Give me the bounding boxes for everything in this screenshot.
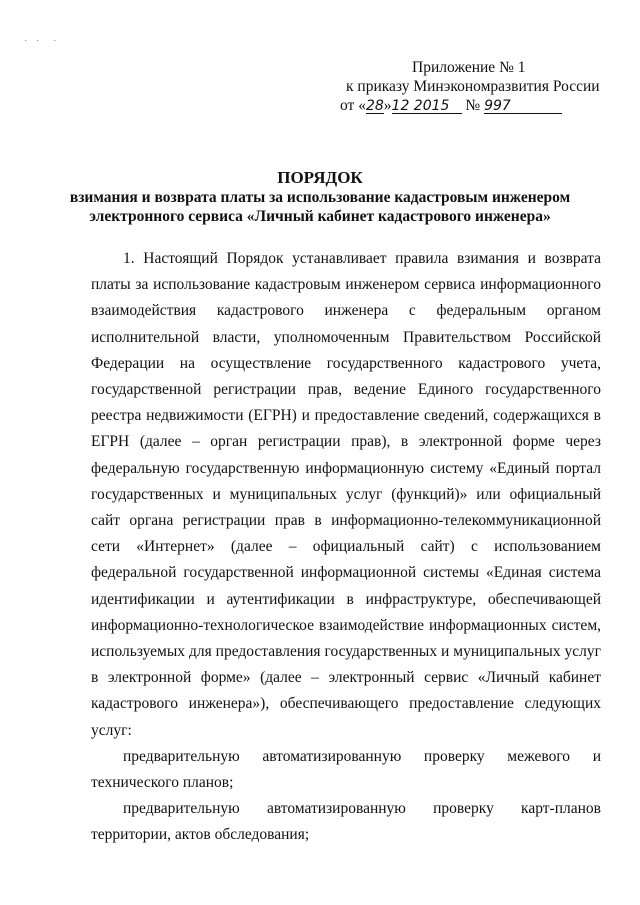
number-label: № — [465, 97, 481, 114]
order-reference: к приказу Минэкономразвития России — [346, 78, 600, 95]
appendix-header — [340, 58, 610, 115]
date-month-year: 12 2015 — [392, 99, 462, 114]
document-title: ПОРЯДОК — [277, 168, 363, 187]
paragraph-1: 1. Настоящий Порядок устанавливает правила взимания и возврата платы за использование кадастровым инженером сервиса информационного взаимодействия кадастрового инженера с федеральным органом исполнительной власти, уполномоченным Правительством Российской Федерации на осуществление государственного кадастрового учета, государственной регистрации прав, ведение Единого государственного реестра недвижимости (ЕГРН) и предоставление сведений, содержащихся в ЕГРН (далее – орган регистрации прав), в электронной форме через федеральную государственную информационную систему «Единый портал государственных и муниципальных услуг (функций)» или официальный сайт органа регистрации прав в информационно-телекоммуникационной сети «Интернет» (далее – официальный сайт) с использованием федеральной государственной информационной системы «Единая система идентификации и аутентификации в инфраструктуре, обеспечивающей информационно-технологическое взаимодействие информационных систем, используемых для предоставления государственных и муниципальных услуг в электронной форме» (далее – электронный сервис «Личный кабинет кадастрового инженера»), обеспечивающего предоставление следующих услуг: — [91, 250, 601, 739]
date-day: 28 — [365, 98, 384, 114]
order-date-line: от «28»12 2015 № 997 — [340, 96, 610, 115]
document-subtitle-line1: взимания и возврата платы за использование кадастровым инженером — [69, 189, 571, 206]
appendix-number: Приложение № 1 — [412, 59, 526, 76]
document-subtitle-line2: электронного сервиса «Личный кабинет кадастрового инженера» — [89, 208, 551, 225]
list-item-1: предварительную автоматизированную проверку межевого и технического планов; — [91, 747, 601, 792]
scan-marks: · · · — [24, 36, 60, 47]
list-item-2: предварительную автоматизированную проверку карт-планов территории, актов обследования; — [91, 800, 601, 844]
document-body — [91, 246, 601, 849]
order-number: 997 — [484, 99, 562, 114]
